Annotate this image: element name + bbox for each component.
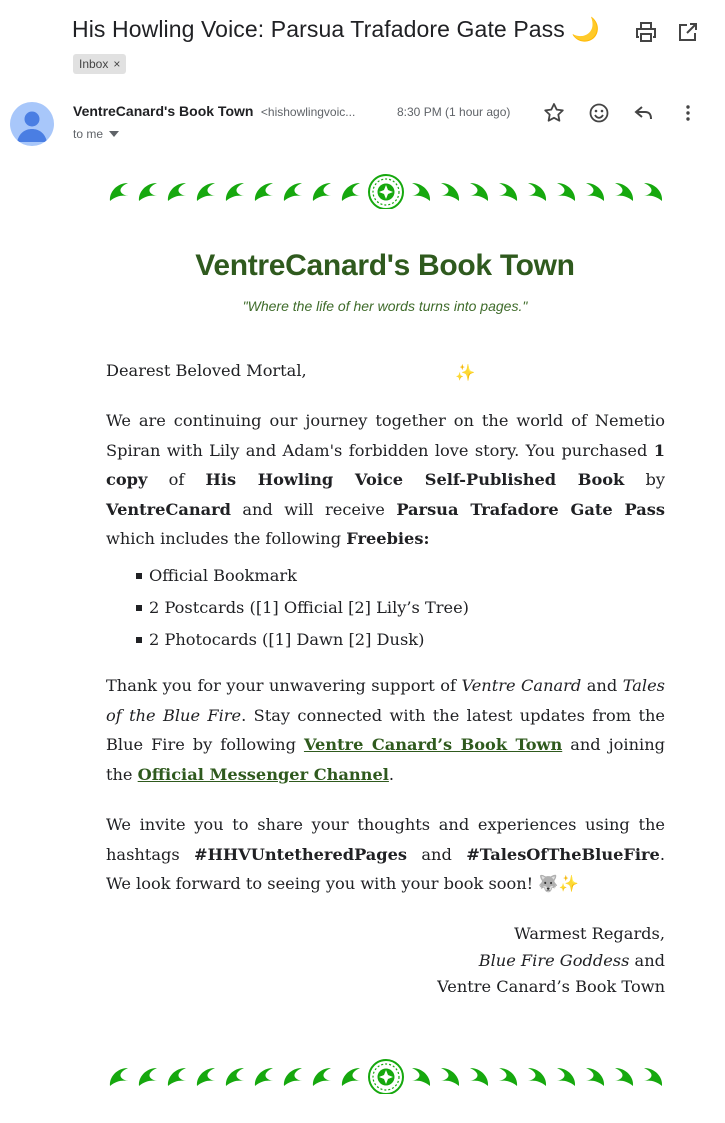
sparkle-emoji: ✨ [455,363,476,382]
message-actions [542,101,566,125]
leaf-left-group [110,1068,360,1086]
shop-tagline: "Where the life of her words turns into pages." [242,298,528,314]
leaf-icon [139,183,157,201]
p2-text-2: and [581,676,623,695]
leaf-icon [110,1068,128,1086]
signoff [265,921,665,1001]
paragraph-thanks [106,671,665,789]
open-in-new-icon[interactable] [676,20,700,44]
signoff-line-1: Warmest Regards, [514,924,665,943]
list-item: 2 Postcards ([1] Official [2] Lily’s Tree) [106,592,665,624]
signoff-line-2 [265,948,665,975]
leaf-icon [255,1068,273,1086]
leaf-icon [528,1068,546,1086]
shop-title: VentreCanard's Book Town [195,249,575,282]
ornament-medallion-icon [369,1060,403,1094]
leaf-icon [412,183,430,201]
p1-text-3: by [624,470,665,489]
leaf-icon [197,1068,215,1086]
leaf-icon [412,1068,430,1086]
more-vert-icon[interactable] [676,101,700,125]
bottom-ornament-divider [107,1058,665,1094]
star-icon[interactable] [542,101,566,125]
reply-actions [632,101,656,125]
p2-text-1: Thank you for your unwavering support of [106,676,462,695]
list-item: Official Bookmark [106,560,665,592]
top-ornament-divider [107,173,665,209]
recipient-details[interactable] [73,127,119,141]
leaf-right-group [412,183,662,201]
subject-actions [634,20,700,44]
recipient-text: to me [73,127,104,141]
signoff-line-2-rest: and [629,950,665,970]
paragraph-hashtags [106,810,665,899]
hashtag-bluefire: #TalesOfTheBlueFire [466,844,660,864]
p1-bold-author: VentreCanard [106,499,231,519]
freebies-list [106,560,665,656]
leaf-icon [226,183,244,201]
leaf-icon [557,183,575,201]
leaf-icon [499,183,517,201]
leaf-icon [615,1068,633,1086]
chevron-down-icon[interactable] [109,131,119,137]
leaf-icon [255,183,273,201]
leaf-icon [441,183,459,201]
hashtag-hhv: #HHVUntetheredPages [194,844,408,864]
emoji-actions [587,101,611,125]
leaf-right-group [412,1068,662,1086]
label-text: Inbox [79,57,109,71]
leaf-icon [284,1068,302,1086]
ornament-medallion-icon [369,175,403,209]
sender-email: <hishowlingvoic... [260,105,356,119]
leaf-icon [499,1068,517,1086]
leaf-icon [313,1068,331,1086]
list-item: 2 Photocards ([1] Dawn [2] Dusk) [106,624,665,656]
p2-text-5: . [388,764,395,784]
leaf-icon [168,183,186,201]
person-icon [10,102,54,146]
subject-row [72,16,712,50]
greeting [106,356,665,386]
p1-text-1: We are continuing our journey together on the world of Nemetio Spiran with Lily and Adam's forbidden love story. You purchased [106,411,665,460]
p1-bold-copy: 1 copy [106,440,665,489]
signoff-italic: Blue Fire Goddess [478,950,630,970]
leaf-icon [470,183,488,201]
p2-text-4: and joining the [106,735,665,784]
p1-text-5: which includes the following [106,529,347,548]
p3-text-1: We invite you to share your thoughts and experiences using the hashtags [106,815,665,864]
sender-info[interactable] [73,103,355,123]
leaf-icon [284,183,302,201]
leaf-icon [313,183,331,201]
p3-text-2: and [407,844,467,864]
p1-bold-freebies: Freebies: [346,529,430,548]
sender-name[interactable]: VentreCanard's Book Town [73,103,254,119]
leaf-icon [110,183,128,201]
leaf-icon [528,183,546,201]
p1-text-2: of [147,470,206,489]
p1-bold-book: His Howling Voice Self-Published Book [205,470,625,489]
leaf-icon [470,1068,488,1086]
more-actions [676,101,700,125]
leaf-icon [342,1068,360,1086]
print-icon[interactable] [634,20,658,44]
p1-text-4: and will receive [230,499,397,519]
p3-text-3: . We look forward to seeing you with your book soon! 🐺✨ [106,844,666,893]
emoji-icon[interactable] [587,101,611,125]
sent-time: 8:30 PM (1 hour ago) [397,105,511,119]
leaf-icon [226,1068,244,1086]
leaf-left-group [110,183,360,201]
p2-italic-series: Tales of the Blue Fire [106,676,665,725]
leaf-icon [615,183,633,201]
remove-label-button[interactable]: × [113,57,121,71]
reply-icon[interactable] [632,101,656,125]
leaf-icon [557,1068,575,1086]
p2-text-3: . Stay connected with the latest updates from the Blue Fire by following [106,705,665,754]
p1-bold-pass: Parsua Trafadore Gate Pass [396,499,665,519]
leaf-icon [586,1068,604,1086]
paragraph-purchase [106,406,665,554]
leaf-icon [644,1068,662,1086]
p2-italic-author: Ventre Canard [461,676,582,695]
leaf-icon [586,183,604,201]
signoff-line-3: Ventre Canard’s Book Town [437,977,665,996]
leaf-icon [197,183,215,201]
book-town-link[interactable]: Ventre Canard’s Book Town [303,735,563,754]
leaf-icon [441,1068,459,1086]
avatar[interactable] [10,102,54,146]
leaf-icon [139,1068,157,1086]
leaf-icon [168,1068,186,1086]
greeting-text: Dearest Beloved Mortal, [106,361,307,380]
email-subject: His Howling Voice: Parsua Trafadore Gate Pass 🌙 [72,16,601,42]
leaf-icon [644,183,662,201]
messenger-channel-link[interactable]: Official Messenger Channel [137,764,389,784]
leaf-icon [342,183,360,201]
inbox-label-chip[interactable] [73,54,126,74]
